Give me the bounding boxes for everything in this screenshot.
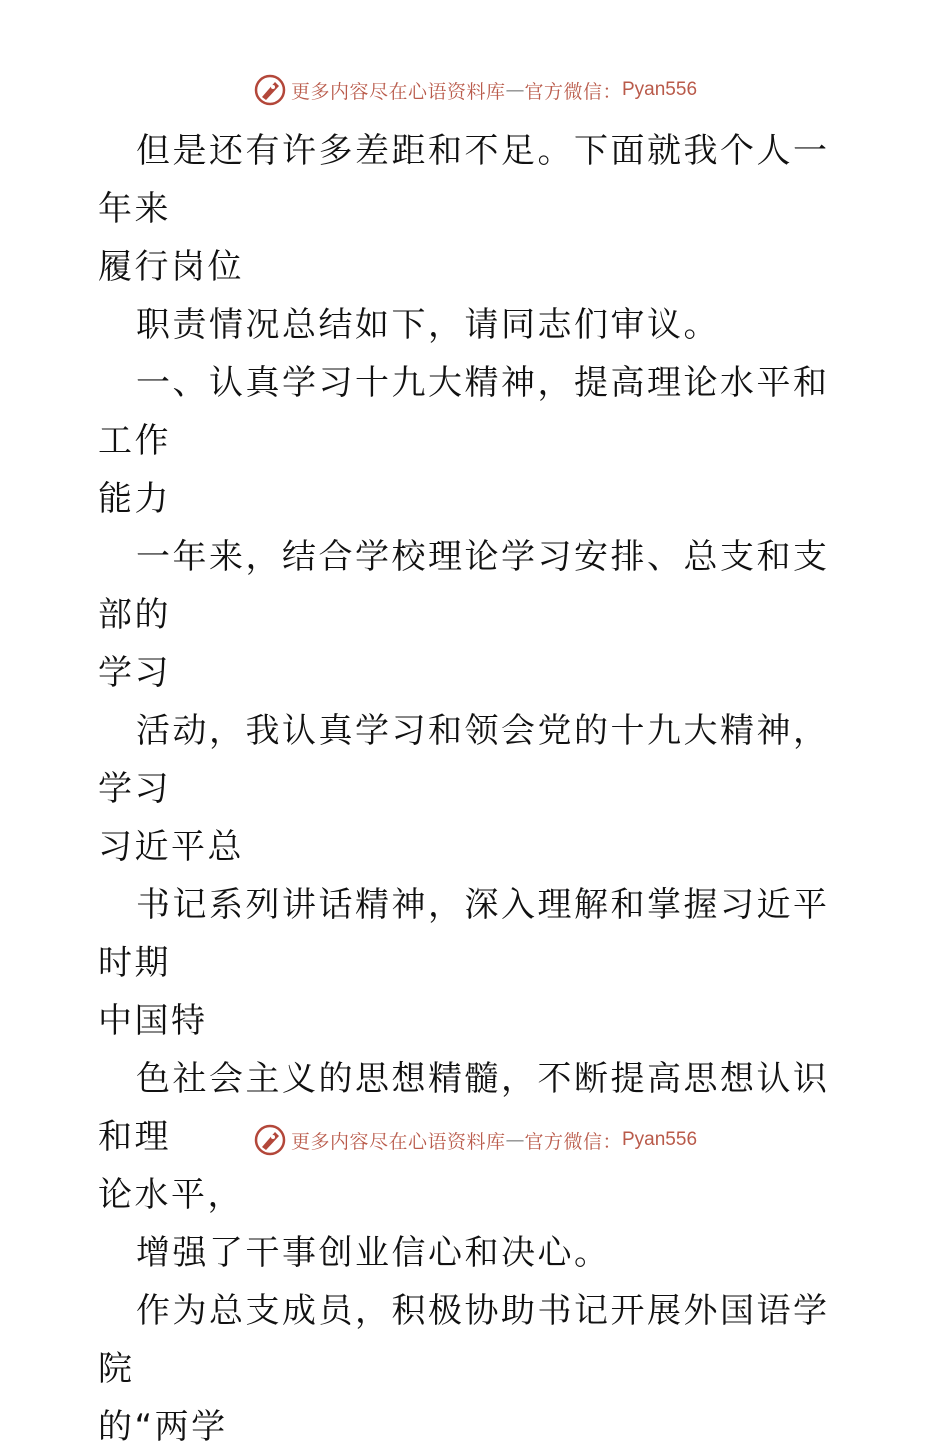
paragraph-3: 一年来，结合学校理论学习安排、总支和支部的 学习 bbox=[98, 537, 830, 693]
paragraph-2: 职责情况总结如下，请同志们审议。 bbox=[136, 305, 720, 345]
document-body bbox=[98, 122, 858, 1456]
banner-separator: — bbox=[505, 1129, 525, 1151]
paragraph-4: 活动，我认真学习和领会党的十九大精神，学习 习近平总 bbox=[98, 711, 830, 867]
paragraph-7: 增强了干事创业信心和决心。 bbox=[136, 1233, 611, 1273]
paragraph-8: 作为总支成员，积极协助书记开展外国语学院 的“两学 bbox=[98, 1291, 830, 1447]
pen-nib-logo-icon bbox=[253, 1123, 287, 1157]
banner-title: 更多内容尽在心语资料库 bbox=[290, 80, 506, 103]
banner-wechat-label: 官方微信： bbox=[524, 1130, 622, 1153]
banner-title: 更多内容尽在心语资料库 bbox=[290, 1130, 506, 1153]
banner-wechat-handle: Pyan556 bbox=[622, 79, 698, 100]
banner-wechat-label: 官方微信： bbox=[524, 80, 622, 103]
banner-wechat-handle: Pyan556 bbox=[622, 1129, 698, 1150]
footer-watermark-banner bbox=[0, 1120, 950, 1160]
paragraph-6: 色社会主义的思想精髓，不断提高思想认识和理 论水平， bbox=[98, 1059, 830, 1215]
pen-nib-logo-icon bbox=[253, 73, 287, 107]
paragraph-5: 书记系列讲话精神，深入理解和掌握习近平时期 中国特 bbox=[98, 885, 830, 1041]
header-watermark-banner bbox=[0, 70, 950, 110]
banner-separator: — bbox=[505, 79, 525, 101]
paragraph-1: 但是还有许多差距和不足。下面就我个人一年来 履行岗位 bbox=[98, 131, 830, 287]
section-heading-1: 一、认真学习十九大精神，提高理论水平和工作 能力 bbox=[98, 363, 830, 519]
